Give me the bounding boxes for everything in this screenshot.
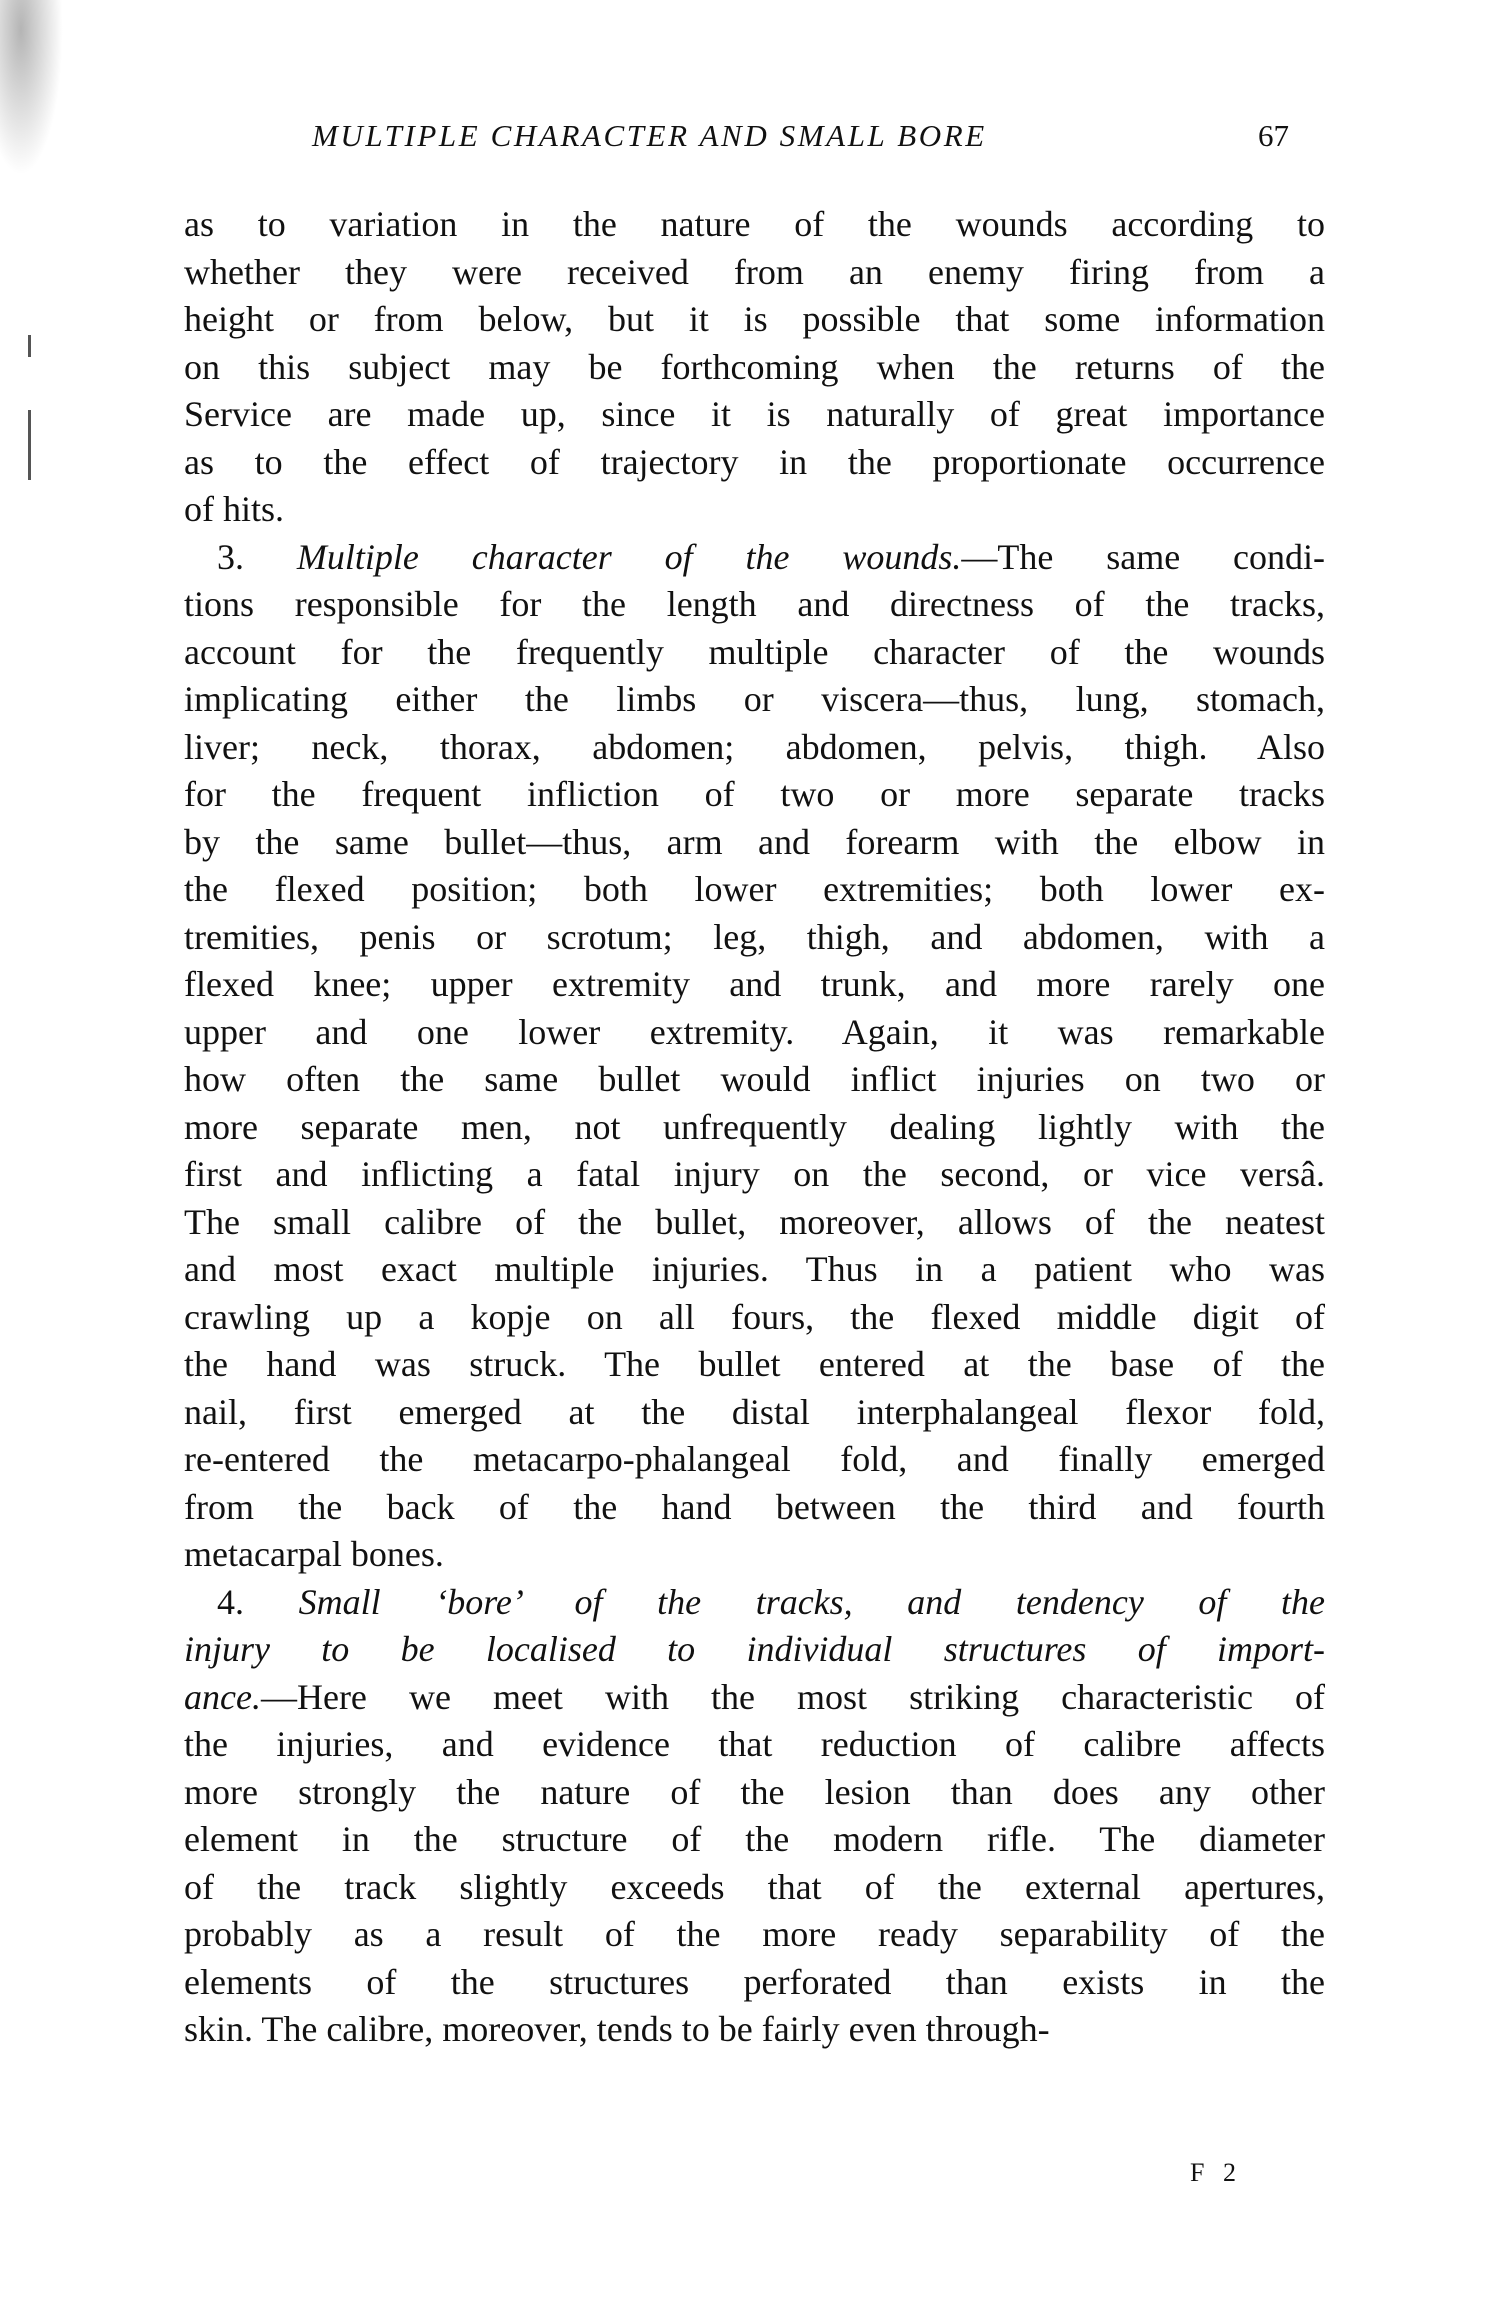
text-segment: element in the structure of the modern rifle. The diameter [184,1819,1325,1859]
body-text [184,201,1325,2054]
scan-mark [28,335,31,357]
text-line [184,771,1325,819]
text-line [184,1579,1325,1627]
text-segment: by the same bullet—thus, arm and forearm with the elbow in [184,821,1325,862]
text-line [184,249,1325,297]
text-line [184,1246,1325,1294]
text-line [184,1721,1325,1769]
text-segment: as to the effect of trajectory in the proportionate occurrence [184,441,1325,482]
scan-mark [28,410,31,480]
text-segment: —The same condi- [961,536,1326,577]
running-header: MULTIPLE CHARACTER AND SMALL BORE [312,118,987,153]
text-segment: elements of the structures perforated than exists in the [184,1961,1325,2002]
signature-mark: F 2 [1190,2158,1242,2187]
text-line [184,1009,1325,1057]
text-line [184,1911,1325,1959]
text-line [184,1816,1325,1864]
text-segment: The small calibre of the bullet, moreover, allows of the neatest [184,1201,1325,1242]
text-segment: skin. The calibre, moreover, tends to be fairly even through- [184,2009,1050,2049]
text-segment: how often the same bullet would inflict injuries on two or [184,1059,1325,1099]
scan-smudge [0,0,70,200]
italic-text: injury to be localised to individual structures of import- [184,1629,1325,1669]
text-line [184,1864,1325,1912]
text-line [184,2006,1325,2054]
text-segment: of hits. [184,489,285,529]
text-segment: 3. [217,536,297,577]
text-segment: flexed knee; upper extremity and trunk, and more rarely one [184,964,1325,1004]
text-line [184,1294,1325,1342]
text-segment: probably as a result of the more ready separability of the [184,1914,1325,1954]
text-segment: for the frequent infliction of two or more separate tracks [184,774,1325,814]
text-line [184,296,1325,344]
page-number: 67 [1258,118,1289,153]
text-line [184,581,1325,629]
text-line [184,1484,1325,1532]
text-line [184,961,1325,1009]
text-segment: on this subject may be forthcoming when the returns of the [184,346,1325,387]
text-segment: more strongly the nature of the lesion than does any other [184,1771,1325,1812]
text-segment: —Here we meet with the most striking characteristic of [260,1676,1325,1717]
text-line [184,1389,1325,1437]
text-line [184,344,1325,392]
text-segment: 4. [217,1581,299,1622]
text-line [184,866,1325,914]
text-segment: crawling up a kopje on all fours, the flexed middle digit of [184,1296,1325,1337]
text-segment: metacarpal bones. [184,1534,444,1574]
text-line [184,1531,1325,1579]
text-line [184,914,1325,962]
text-line [184,1959,1325,2007]
text-line [184,1769,1325,1817]
text-line [184,1151,1325,1199]
text-segment: whether they were received from an enemy firing from a [184,251,1325,292]
text-segment: of the track slightly exceeds that of the external apertures, [184,1866,1325,1907]
italic-text: Multiple character of the wounds. [296,536,962,577]
text-line [184,1199,1325,1247]
text-line [184,1341,1325,1389]
text-segment: the injuries, and evidence that reduction of calibre affects [184,1724,1325,1764]
text-segment: tions responsible for the length and directness of the tracks, [184,584,1325,624]
text-line [184,819,1325,867]
text-segment: Service are made up, since it is naturally of great importance [184,394,1325,434]
text-line [184,1674,1325,1722]
text-segment: more separate men, not unfrequently dealing lightly with the [184,1106,1325,1147]
text-line [184,724,1325,772]
italic-text: Small ‘bore’ of the tracks, and tendency of the [298,1581,1326,1622]
text-line [184,534,1325,582]
text-segment: height or from below, but it is possible that some information [184,299,1325,339]
text-line [184,486,1325,534]
text-segment: as to variation in the nature of the wounds according to [184,204,1325,244]
text-line [184,1056,1325,1104]
text-line [184,1626,1325,1674]
text-segment: implicating either the limbs or viscera—thus, lung, stomach, [184,679,1325,719]
text-segment: the flexed position; both lower extremities; both lower ex- [184,869,1325,909]
text-line [184,629,1325,677]
text-segment: nail, first emerged at the distal interphalangeal flexor fold, [184,1391,1325,1432]
text-segment: account for the frequently multiple character of the wounds [184,631,1325,672]
text-segment: first and inflicting a fatal injury on the second, or vice versâ. [184,1154,1325,1194]
italic-text: ance. [184,1676,261,1717]
text-line [184,201,1325,249]
text-line [184,439,1325,487]
text-line [184,391,1325,439]
text-line [184,676,1325,724]
text-segment: and most exact multiple injuries. Thus in a patient who was [184,1249,1325,1289]
text-segment: tremities, penis or scrotum; leg, thigh, and abdomen, with a [184,916,1325,957]
text-segment: re-entered the metacarpo-phalangeal fold, and finally emerged [184,1439,1325,1479]
text-segment: from the back of the hand between the third and fourth [184,1486,1325,1527]
text-line [184,1104,1325,1152]
text-line [184,1436,1325,1484]
text-segment: liver; neck, thorax, abdomen; abdomen, pelvis, thigh. Also [184,726,1325,767]
text-segment: upper and one lower extremity. Again, it was remarkable [184,1011,1325,1052]
text-segment: the hand was struck. The bullet entered at the base of the [184,1344,1325,1384]
